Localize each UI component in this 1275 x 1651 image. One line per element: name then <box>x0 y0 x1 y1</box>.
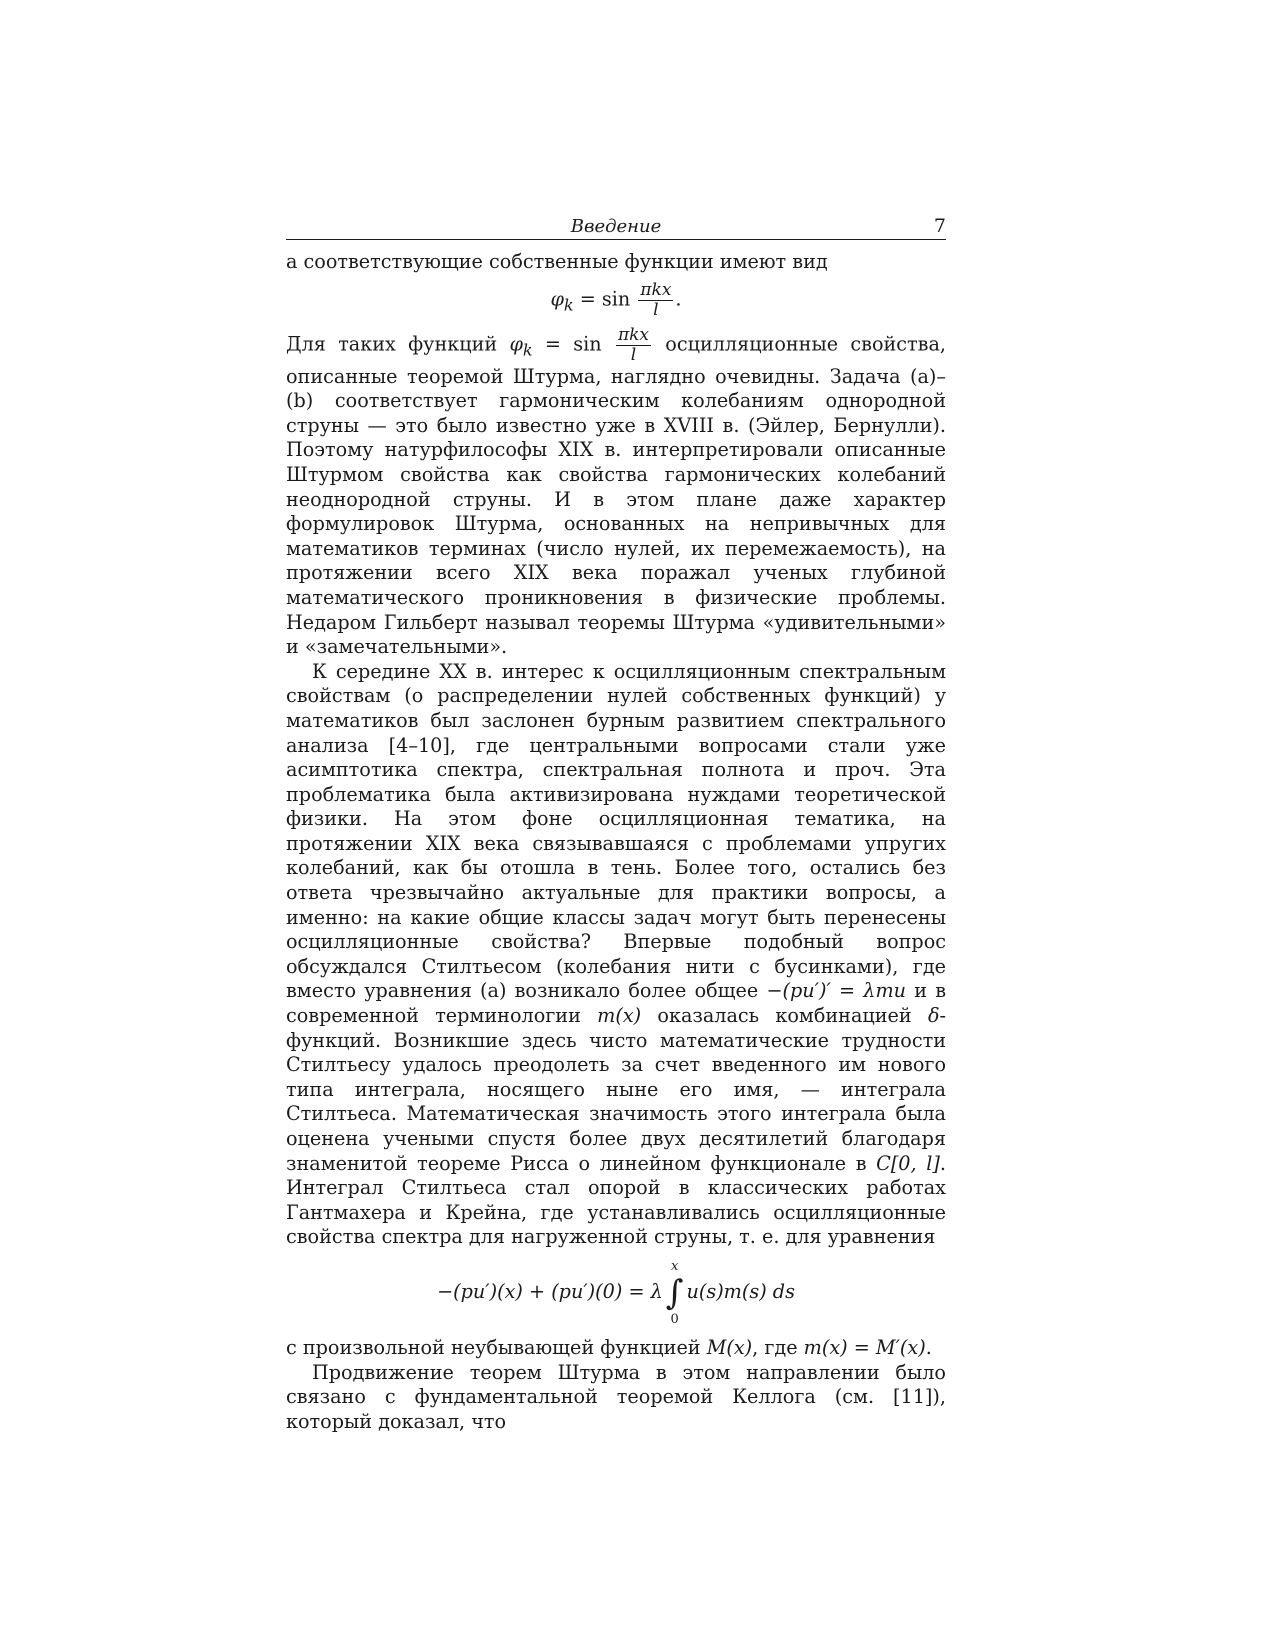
equation-phi-k <box>286 281 946 320</box>
eq1-fraction <box>638 281 673 320</box>
eq1-denominator: l <box>653 299 659 320</box>
p2-sub: k <box>522 339 533 359</box>
p2-denominator: l <box>630 344 637 365</box>
p4-text-2: , где <box>752 1335 804 1359</box>
eq1-lhs: φ <box>550 287 564 311</box>
p2-text-1: Для таких функций <box>286 332 510 356</box>
integral-sign <box>666 1260 684 1326</box>
p4-text-1: с произвольной неубывающей функцией <box>286 1335 707 1359</box>
p3-math-3: δ <box>927 1004 940 1028</box>
eq1-period: . <box>675 287 682 311</box>
p3-text-2: и в современной терминологии <box>286 979 946 1028</box>
page-number: 7 <box>933 215 946 237</box>
eq1-sub: k <box>563 294 574 314</box>
paragraph-2 <box>286 326 946 660</box>
p4-math-2: m(x) = M′(x) <box>803 1335 926 1359</box>
p3-text-3: оказалась комбинацией <box>641 1004 928 1028</box>
running-title: Введение <box>570 216 662 237</box>
p2-fraction <box>616 326 651 365</box>
p3-text-4: -функций. Возникшие здесь чисто математические трудности Стилтьесу удалось преодолеть за счет введенного им нового типа интеграла, носящего ныне его имя, — интеграла Стилтьеса. Математическая значимость этого интеграла была оценена учеными спустя более двух десятилетий благодаря знаменитой теореме Рисса о линейном функционале в <box>286 1004 946 1175</box>
paragraph-3 <box>286 660 946 1250</box>
p3-text-1: К середине XX в. интерес к осцилляционным спектральным свойствам (о распределении нулей собственных функций) у математиков был заслонен бурным развитием спектрального анализа [4–10], где центральными вопросами стали уже асимптотика спектра, спектральная полнота и проч. Эта проблематика была активизирована нуждами теоретической физики. На этом фоне осцилляционная тематика, на протяжении XIX века связывавшаяся с проблемами упругих колебаний, как бы отошла в тень. Более того, остались без ответа чрезвычайно актуальные для практики вопросы, а именно: на какие общие классы задач могут быть перенесены осцилляционные свойства? Впервые подобный вопрос обсуждался Стилтьесом (колебания нити с бусинками), где вместо уравнения (a) возникало более общее <box>286 659 946 1003</box>
p3-math-1: −(pu′)′ = λmu <box>766 979 907 1003</box>
paragraph-5: Продвижение теорем Штурма в этом направлении было связано с фундаментальной теоремой Келлога (см. [11]), который доказал, что <box>286 1360 946 1433</box>
p3-text-5: . Интеграл Стилтьеса стал опорой в классических работах Гантмахера и Крейна, где устанавливались осцилляционные свойства спектра для нагруженной струны, т. е. для уравнения <box>286 1151 946 1249</box>
paragraph-1: а соответствующие собственные функции имеют вид <box>286 250 828 273</box>
integral-lower-limit: 0 <box>670 1311 679 1327</box>
eq2-lhs: −(pu′)(x) + (pu′)(0) = λ <box>437 1279 663 1303</box>
p3-math-2: m(x) <box>597 1004 642 1028</box>
p2-eq-sin: = sin <box>532 332 614 356</box>
eq1-eq-sin: = sin <box>573 287 637 311</box>
page <box>286 212 946 1434</box>
integral-symbol: ∫ <box>665 1272 684 1313</box>
running-header <box>286 212 946 240</box>
p2-phi: φ <box>509 332 523 356</box>
p4-text-3: . <box>925 1335 932 1359</box>
p4-math-1: M(x) <box>706 1335 753 1359</box>
equation-stieltjes <box>286 1260 946 1326</box>
eq1-numerator: πkx <box>640 279 672 300</box>
text-body <box>286 250 946 1434</box>
p2-text-2: осцилляционные свойства, описанные теоремой Штурма, наглядно очевидны. Задача (a)–(b) соответствует гармоническим колебаниям однородной струны — это было известно уже в XVIII в. (Эйлер, Бернулли). Поэтому натурфилософы XIX в. интерпретировали описанные Штурмом свойства как свойства гармонических колебаний неоднородной струны. И в этом плане даже характер формулировок Штурма, основанных на непривычных для математиков терминах (число нулей, их перемежаемость), на протяжении всего XIX века поражал ученых глубиной математического проникновения в физические проблемы. Недаром Гильберт называл теоремы Штурма «удивительными» и «замечательными». <box>286 332 946 659</box>
p3-math-4: C[0, l] <box>876 1151 940 1175</box>
p2-numerator: πkx <box>617 324 649 345</box>
integral-upper-limit: x <box>670 1258 679 1274</box>
paragraph-4 <box>286 1336 946 1361</box>
eq2-integrand: u(s)m(s) ds <box>686 1279 795 1303</box>
